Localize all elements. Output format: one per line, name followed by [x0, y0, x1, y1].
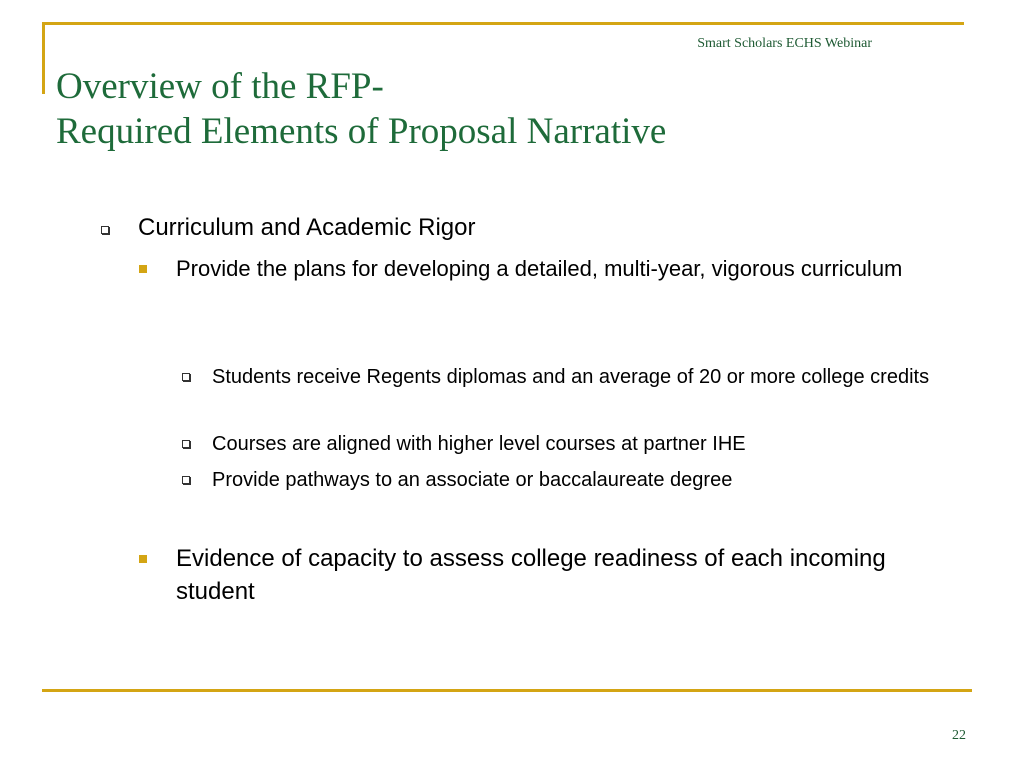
- bullet-point-2-text: Evidence of capacity to assess college readiness of each incoming student: [176, 545, 886, 605]
- slide-title-line-1: Overview of the RFP-: [56, 66, 384, 107]
- sub-bullet-2-text: Courses are aligned with higher level courses at partner IHE: [212, 433, 746, 455]
- square-outline-bullet-icon: [182, 440, 190, 448]
- square-filled-bullet-icon: [139, 265, 147, 273]
- sub-bullet-3: [212, 466, 932, 494]
- sub-bullet-1: [212, 363, 932, 391]
- bullet-point-1: [176, 253, 956, 284]
- sub-bullet-3-text: Provide pathways to an associate or baccalaureate degree: [212, 469, 733, 491]
- header-note: Smart Scholars ECHS Webinar: [697, 36, 872, 51]
- slide-title-line-2: Required Elements of Proposal Narrative: [56, 111, 667, 152]
- square-outline-bullet-icon: [182, 373, 190, 381]
- bullet-section: [138, 213, 958, 243]
- bullet-point-1-text: Provide the plans for developing a detailed, multi-year, vigorous curriculum: [176, 256, 903, 281]
- page-number: 22: [952, 728, 966, 743]
- square-outline-bullet-icon: [101, 226, 109, 234]
- square-outline-bullet-icon: [182, 476, 190, 484]
- square-filled-bullet-icon: [139, 555, 147, 563]
- bullet-point-2: [176, 542, 956, 608]
- sub-bullet-1-text: Students receive Regents diplomas and an average of 20 or more college credits: [212, 366, 930, 388]
- sub-bullet-2: [212, 430, 932, 458]
- bullet-section-text: Curriculum and Academic Rigor: [138, 214, 476, 241]
